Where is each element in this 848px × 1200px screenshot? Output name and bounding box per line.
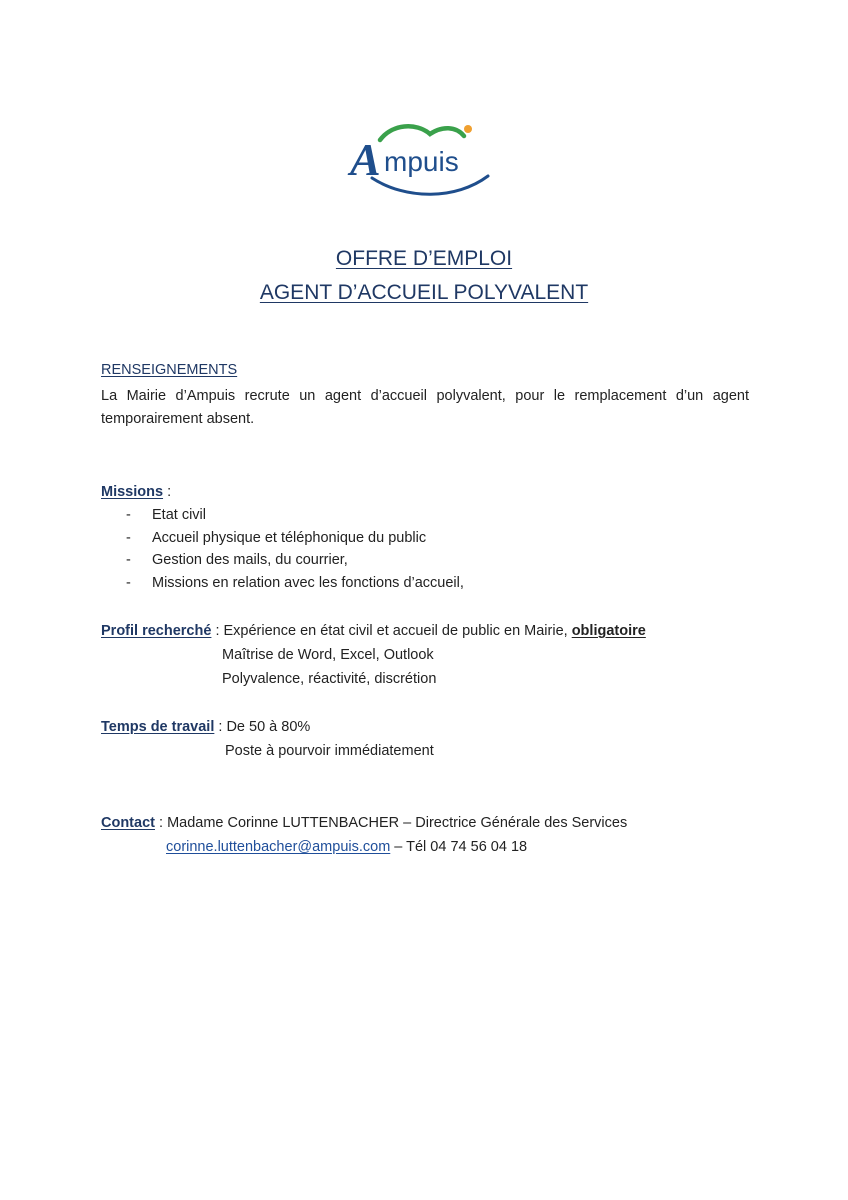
contact-line-1 [101,813,627,833]
mission-item-text: Missions en relation avec les fonctions d’accueil, [152,574,464,591]
dash-bullet: - [126,507,131,523]
renseignements-heading-row [101,360,237,380]
profil-heading: Profil recherché [101,623,212,639]
mission-item-text: Accueil physique et téléphonique du public [152,529,427,546]
dash-bullet: - [126,529,131,546]
dash-bullet: - [126,552,131,568]
profil-obligatoire: obligatoire [571,623,646,639]
list-item [101,550,464,573]
logo-wordmark: mpuis [384,146,459,177]
dash-bullet: - [126,574,131,591]
contact-line-2 [166,837,527,857]
missions-heading-suffix: : [163,484,172,500]
profil-line-2: Maîtrise de Word, Excel, Outlook [222,647,434,663]
mission-item-text: Gestion des mails, du courrier, [152,552,348,568]
list-item [101,528,464,551]
logo-sun [464,125,472,133]
mission-item-text: Etat civil [152,507,206,523]
document-title-line-2: AGENT D’ACCUEIL POLYVALENT [259,281,589,304]
logo-hills [380,126,464,140]
temps-line-1 [101,717,310,737]
contact-phone: – Tél 04 74 56 04 18 [390,839,528,855]
renseignements-text: La Mairie d’Ampuis recrute un agent d’accueil polyvalent, pour le remplacement d’un agent temporairement absent. [101,388,749,427]
temps-line-2: Poste à pourvoir immédiatement [225,743,434,759]
contact-line-1-text: : Madame Corinne LUTTENBACHER – Directrice Générale des Services [154,815,628,831]
contact-heading: Contact [101,815,155,831]
list-item [101,573,464,596]
logo-letter-a: A [350,134,381,185]
logo-swoosh [372,176,488,194]
contact-email-link[interactable]: corinne.luttenbacher@ampuis.com [166,839,391,855]
ampuis-logo [346,118,496,202]
missions-heading-row [101,482,171,502]
profil-line-1 [101,621,646,641]
document-title-line-1: OFFRE D’EMPLOI [335,247,513,270]
temps-heading: Temps de travail [101,719,215,735]
profil-line-1-text: : Expérience en état civil et accueil de public en Mairie, [211,623,572,639]
missions-heading: Missions [101,484,164,500]
temps-line-1-text: : De 50 à 80% [214,719,311,735]
list-item [101,505,464,528]
profil-line-3: Polyvalence, réactivité, discrétion [222,671,437,687]
renseignements-heading: RENSEIGNEMENTS [101,362,238,378]
missions-list [101,505,464,595]
